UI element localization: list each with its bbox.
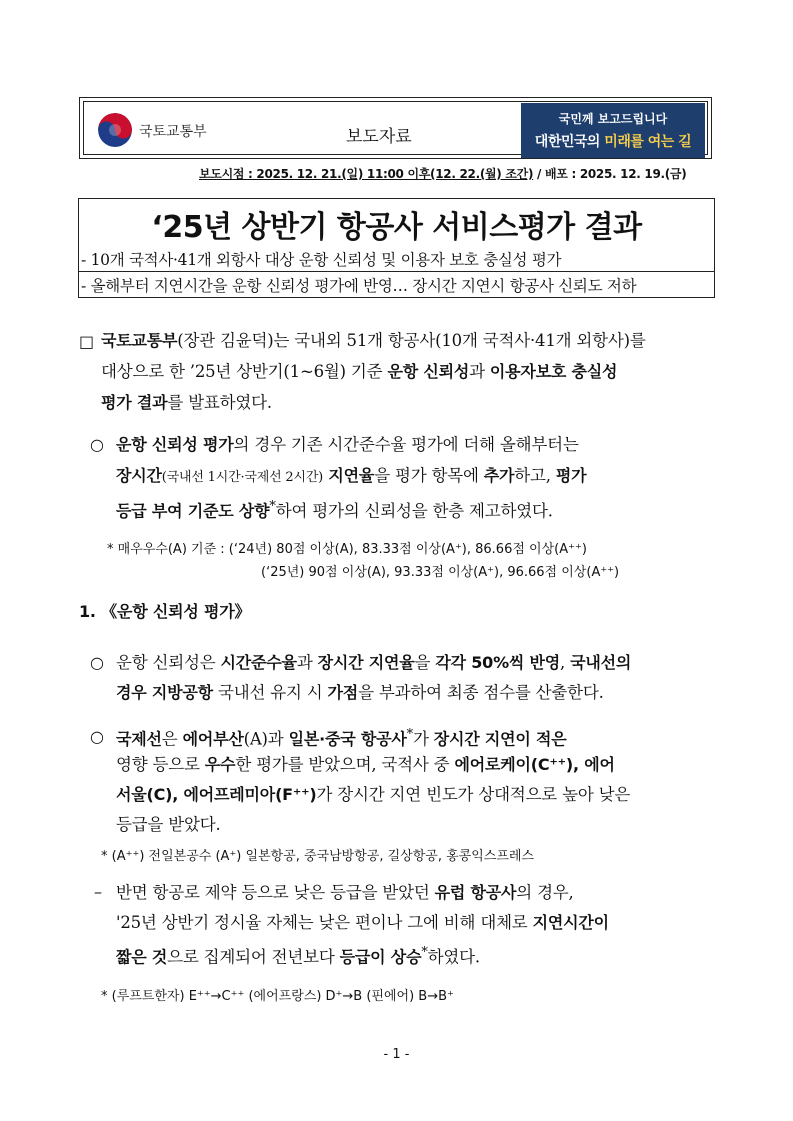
p5-line2 xyxy=(116,907,609,938)
p4-line2 xyxy=(116,749,615,780)
embargo-time: 보도시점 : 2025. 12. 21.(일) 11:00 이후(12. 22.(월) 조간) xyxy=(199,167,534,181)
emph: 에어부산 xyxy=(182,729,244,749)
text: 국내선 유지 시 xyxy=(212,683,328,702)
header-inner-border xyxy=(83,101,708,155)
square-bullet-icon: □ xyxy=(79,332,95,351)
emph: 지연시간이 xyxy=(532,913,609,932)
text: 를 발표하였다. xyxy=(167,393,272,412)
text: 하여 평가의 신뢰성을 한층 제고하였다. xyxy=(275,501,553,521)
text: 하고, xyxy=(514,466,556,485)
emph: 추가 xyxy=(483,466,515,485)
p3-line2 xyxy=(116,677,604,708)
footnote-mark: * xyxy=(421,945,428,960)
footnote-mark: * xyxy=(269,499,276,514)
distribution-date: / 배포 : 2025. 12. 19.(금) xyxy=(533,167,687,181)
text: 반면 항공로 제약 등으로 낮은 등급을 받았던 xyxy=(116,883,435,902)
emph: 가점 xyxy=(327,683,359,702)
emph: 등급 부여 기준도 상향 xyxy=(116,501,270,521)
emph: 시간준수율 xyxy=(220,653,297,672)
text: 가 장시간 지연 빈도가 상대적으로 높아 낮은 xyxy=(316,785,631,804)
p4-line4: 등급을 받았다. xyxy=(116,815,221,834)
emph: 운항 신뢰성 xyxy=(387,362,470,381)
emph: 국제선 xyxy=(116,729,162,749)
text: 은 xyxy=(161,729,183,749)
emph: 일본·중국 항공사 xyxy=(288,729,407,749)
text: 을 평가 항목에 xyxy=(374,466,484,485)
text: 의 경우 기존 시간준수율 평가에 더해 올해부터는 xyxy=(233,435,579,454)
emph: 서울(C), 에어프레미아(F⁺⁺) xyxy=(116,785,317,804)
emph: 경우 지방공항 xyxy=(116,683,213,702)
section-heading xyxy=(79,596,250,627)
text: 가 xyxy=(412,729,434,749)
note-3: * (루프트한자) E⁺⁺→C⁺⁺ (에어프랑스) D⁺→B (핀에어) B→B⁺ xyxy=(101,989,454,1004)
emph: 장시간 지연율 xyxy=(317,653,415,672)
slogan-line1: 국민께 보고드립니다 xyxy=(558,112,668,126)
p1-line2 xyxy=(101,356,617,387)
dash-bullet-icon: – xyxy=(94,882,102,901)
emph: 각각 50%씩 반영 xyxy=(435,653,561,672)
circle-bullet-icon: ○ xyxy=(90,435,104,454)
emph: 짧은 것 xyxy=(116,947,168,967)
emph: 등급이 상승 xyxy=(339,947,422,967)
slogan-line2-a: 대한민국의 xyxy=(534,134,600,150)
text: 으로 집계되어 전년보다 xyxy=(167,947,340,967)
text: 영향 등으로 xyxy=(116,755,205,774)
text: 과 xyxy=(296,653,318,672)
press-release-label: 보도자료 xyxy=(346,127,412,147)
circle-bullet-icon: ○ xyxy=(90,727,104,746)
emph: 국토교통부 xyxy=(101,331,178,350)
embargo-line xyxy=(199,165,686,182)
note-2: * (A⁺⁺) 전일본공수 (A⁺) 일본항공, 중국남방항공, 길상항공, 홍콩익스프레스 xyxy=(101,849,534,864)
emph: 국내선의 xyxy=(570,653,632,672)
subtitle-2: - 올해부터 지연시간을 운항 신뢰성 평가에 반영… 장시간 지연시 항공사 신뢰도 저하 xyxy=(81,277,637,295)
text: '25년 상반기 정시율 자체는 낮은 편이나 그에 비해 대체로 xyxy=(116,913,533,932)
emph: 평가 xyxy=(555,466,587,485)
p2-line1 xyxy=(116,429,579,460)
text: 대상으로 한 ’25년 상반기(1~6월) 기준 xyxy=(101,362,388,381)
subtitle-1: - 10개 국적사·41개 외항사 대상 운항 신뢰성 및 이용자 보호 충실성 평가 xyxy=(81,251,562,269)
slogan-line2-b: 미래를 여는 길 xyxy=(604,134,692,150)
emph: 우수 xyxy=(204,755,236,774)
p2-line3 xyxy=(116,491,553,527)
text: 을 xyxy=(414,653,436,672)
slogan-banner xyxy=(521,103,705,158)
p3-line1 xyxy=(116,647,631,678)
text: 의 경우, xyxy=(516,883,574,902)
emph: 이용자보호 충실성 xyxy=(489,362,618,381)
emph: 지연율 xyxy=(323,466,375,485)
emph: 장시간 xyxy=(116,466,162,485)
slogan-line2 xyxy=(521,131,705,151)
text: 하였다. xyxy=(427,947,480,967)
footnote-mark: * xyxy=(406,727,413,742)
text: 을 부과하여 최종 점수를 산출한다. xyxy=(358,683,604,702)
emph: 운항 신뢰성 평가 xyxy=(116,435,234,454)
text: , xyxy=(560,653,571,672)
text: (장관 김윤덕)는 국내외 51개 항공사(10개 국적사·41개 외항사)를 xyxy=(177,331,646,350)
note-1-line1: * 매우우수(A) 기준 : (‘24년) 80점 이상(A), 83.33점 이상(A⁺), 86.66점 이상(A⁺⁺) xyxy=(107,542,587,557)
p2-line2 xyxy=(116,460,586,493)
press-header xyxy=(79,97,712,159)
emph: 평가 결과 xyxy=(101,393,168,412)
emph: 에어로케이(C⁺⁺), 에어 xyxy=(454,755,615,774)
p5-line1 xyxy=(116,877,574,908)
p5-line3 xyxy=(116,937,480,973)
text: 운항 신뢰성은 xyxy=(116,653,221,672)
paragraph-1 xyxy=(101,325,646,356)
text: (국내선 1시간·국제선 2시간) xyxy=(161,470,324,485)
molit-logo-icon xyxy=(98,113,132,147)
text: 과 xyxy=(469,362,490,381)
p1-line1 xyxy=(101,325,646,356)
emph: 유럽 항공사 xyxy=(434,883,517,902)
emph: 1. 《운항 신뢰성 평가》 xyxy=(79,602,251,621)
text: (A)과 xyxy=(243,729,289,749)
logo-text: 국토교통부 xyxy=(139,124,207,140)
emph: 장시간 지연이 적은 xyxy=(433,729,567,749)
p4-line3 xyxy=(116,779,630,810)
page-number: - 1 - xyxy=(383,1047,410,1062)
main-title: ‘25년 상반기 항공사 서비스평가 결과 xyxy=(151,210,642,245)
p1-line3 xyxy=(101,387,272,418)
subtitle-divider xyxy=(79,271,714,272)
text: 한 평가를 받았으며, 국적사 중 xyxy=(235,755,455,774)
circle-bullet-icon: ○ xyxy=(90,653,104,672)
title-box xyxy=(78,198,715,298)
note-1-line2: (‘25년) 90점 이상(A), 93.33점 이상(A⁺), 96.66점 이상(A⁺⁺) xyxy=(261,565,620,580)
